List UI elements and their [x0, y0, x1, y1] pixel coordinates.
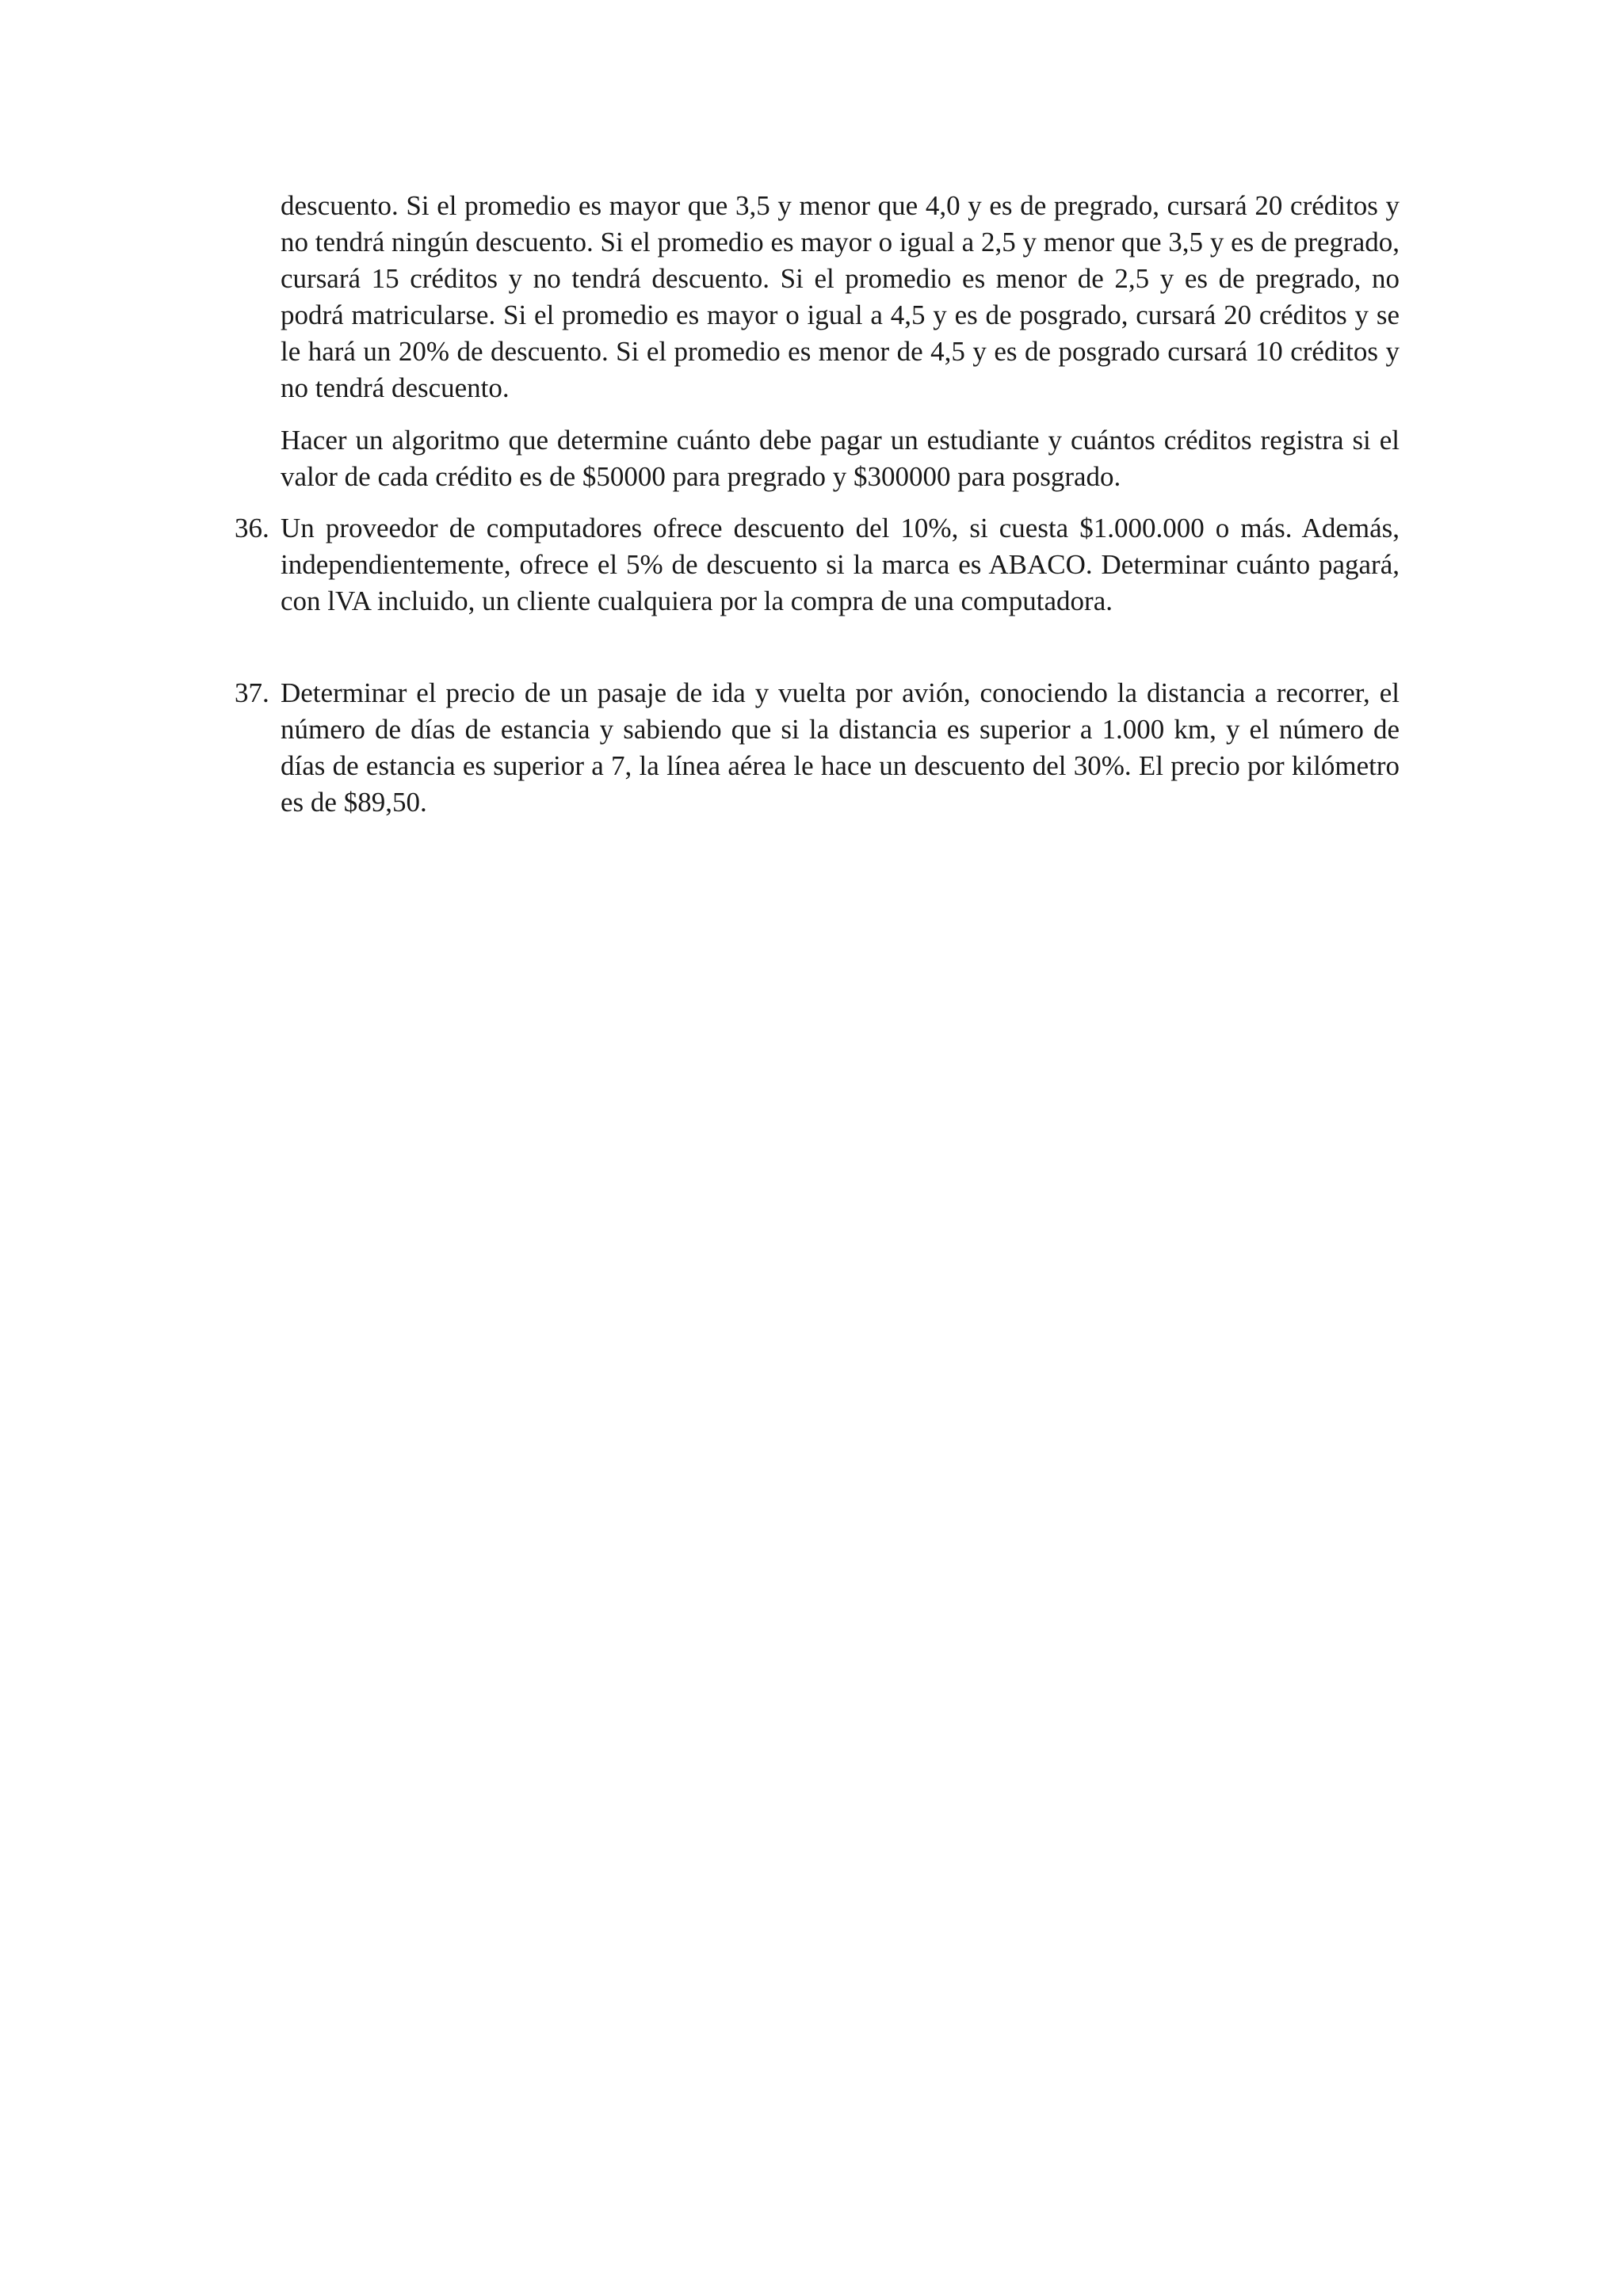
exercise-text: Determinar el precio de un pasaje de ida y vuelta por avión, conociendo la distancia a recorrer, el número de días de estancia y sabiendo que si la distancia es superior a 1.000 km, y el número de días de estancia es superior a 7, la línea aérea le hace un descuento del 30%. El precio por kilómetro es de $89,50. [281, 677, 1400, 818]
continuation-paragraph: descuento. Si el promedio es mayor que 3,5 y menor que 4,0 y es de pregrado, cursará 20 créditos y no tendrá ningún descuento. Si el promedio es mayor o igual a 2,5 y menor que 3,5 y es de pregrado, cursará 15 créditos y no tendrá descuento. Si el promedio es menor de 2,5 y es de pregrado, no podrá matricularse. Si el promedio es mayor o igual a 4,5 y es de posgrado, cursará 20 créditos y se le hará un 20% de descuento. Si el promedio es menor de 4,5 y es de posgrado cursará 10 créditos y no tendrá descuento. [281, 190, 1400, 403]
exercise-text: Un proveedor de computadores ofrece descuento del 10%, si cuesta $1.000.000 o más. Además, independientemente, ofrece el 5% de descuento si la marca es ABACO. Determinar cuánto pagará, con lVA incluido, un cliente cualquiera por la compra de una computadora. [281, 513, 1400, 616]
exercise-item-37 [235, 675, 1400, 821]
exercise-number: 37. [235, 677, 269, 708]
exercise-item-36 [235, 510, 1400, 620]
exercise-number: 36. [235, 513, 269, 543]
task-paragraph: Hacer un algoritmo que determine cuánto debe pagar un estudiante y cuántos créditos registra si el valor de cada crédito es de $50000 para pregrado y $300000 para posgrado. [281, 425, 1400, 492]
